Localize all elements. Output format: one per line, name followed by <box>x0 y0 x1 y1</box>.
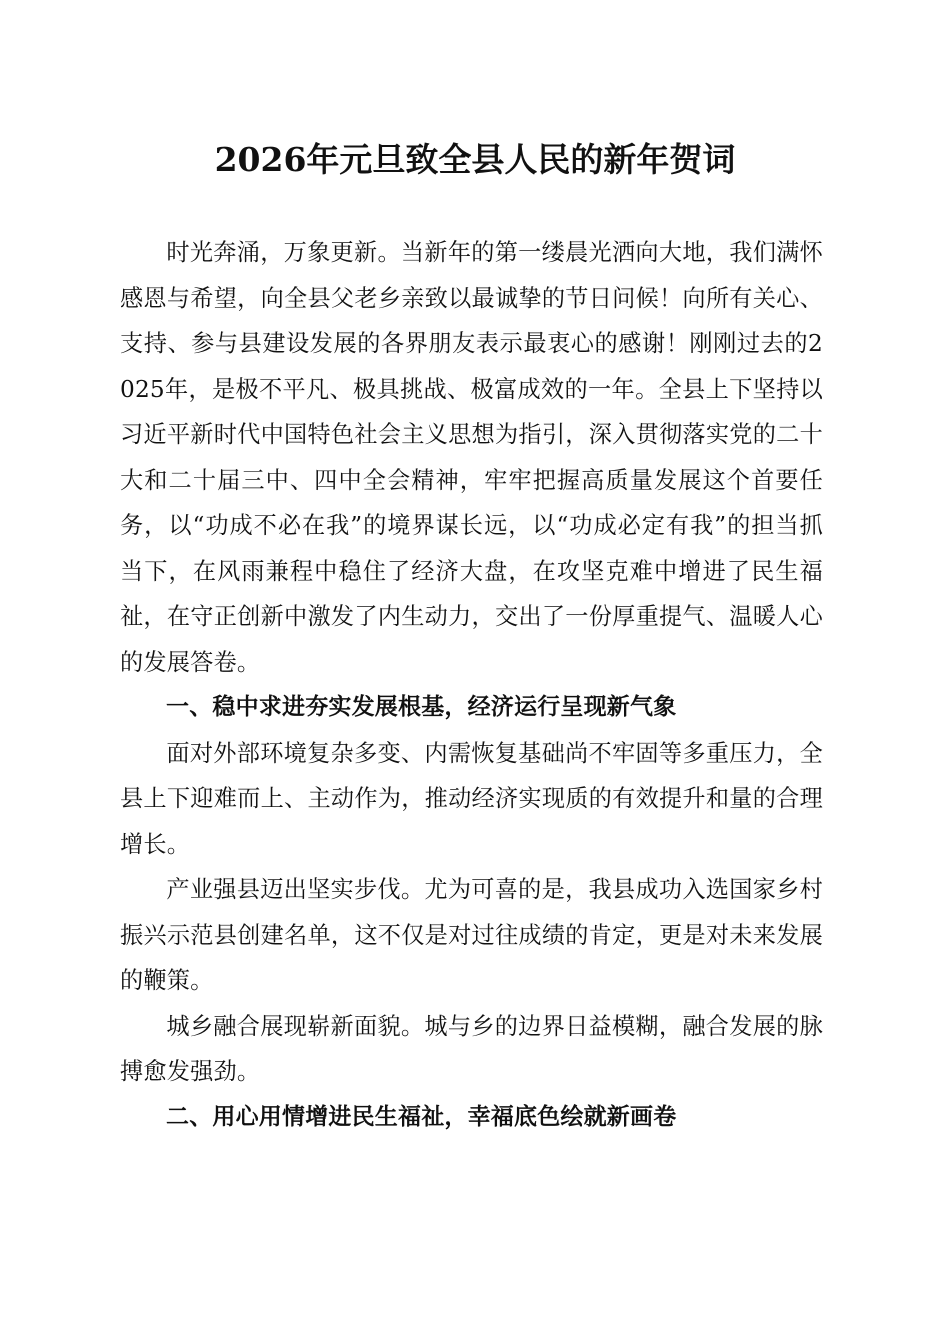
paragraph-industry: 产业强县迈出坚实步伐。尤为可喜的是，我县成功入选国家乡村振兴示范县创建名单，这不仅是对过往成绩的肯定，更是对未来发展的鞭策。 <box>120 876 823 994</box>
document-title: 2026年元旦致全县人民的新年贺词 <box>214 140 736 179</box>
paragraph-urban-rural: 城乡融合展现崭新面貌。城与乡的边界日益模糊，融合发展的脉搏愈发强劲。 <box>120 1012 823 1085</box>
paragraph-economy: 面对外部环境复杂多变、内需恢复基础尚不牢固等多重压力，全县上下迎难而上、主动作为，推动经济实现质的有效提升和量的合理增长。 <box>120 739 823 858</box>
section-heading-2: 二、用心用情增进民生福祉，幸福底色绘就新画卷 <box>166 1103 677 1130</box>
document-body <box>120 230 823 1140</box>
section-heading-1: 一、稳中求进夯实发展根基，经济运行呈现新气象 <box>166 694 677 720</box>
paragraph-intro: 时光奔涌，万象更新。当新年的第一缕晨光洒向大地，我们满怀感恩与希望，向全县父老乡亲致以最诚挚的节日问候！向所有关心、支持、参与县建设发展的各界朋友表示最衷心的感谢！刚刚过去的2025年，是极不平凡、极具挑战、极富成效的一年。全县上下坚持以习近平新时代中国特色社会主义思想为指引，深入贯彻落实党的二十大和二十届三中、四中全会精神，牢牢把握高质量发展这个首要任务，以“功成不必在我”的境界谋长远，以“功成必定有我”的担当抓当下，在风雨兼程中稳住了经济大盘，在攻坚克难中增进了民生福祉，在守正创新中激发了内生动力，交出了一份厚重提气、温暖人心的发展答卷。 <box>120 239 823 676</box>
